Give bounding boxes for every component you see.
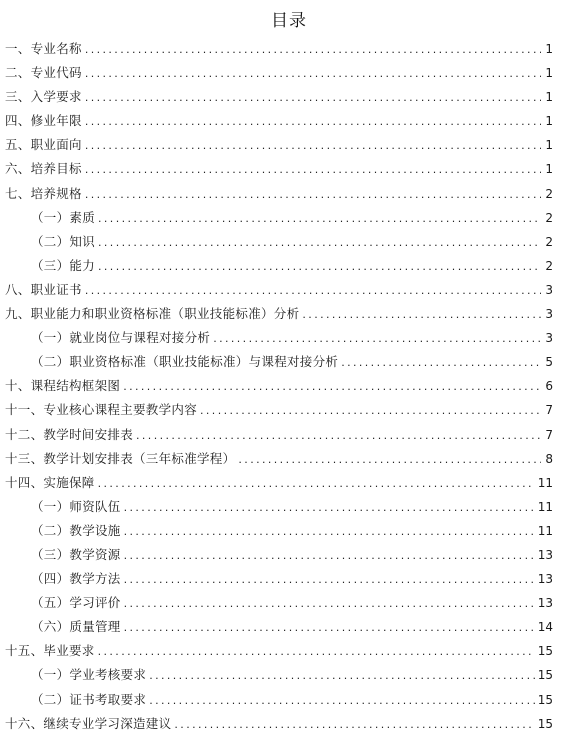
toc-page-number: 1 [545,138,553,153]
toc-page-number: 13 [537,596,553,611]
toc-dot-leader [85,86,541,110]
toc-entry-title: 十四、实施保障 [5,474,95,490]
toc-entry-title: （三）能力 [31,257,96,273]
toc-dot-leader [98,472,535,496]
toc-section-entry[interactable] [5,688,553,712]
toc-page-number: 2 [545,210,553,225]
toc-page-number: 13 [537,572,553,587]
toc-entry-title: （二）知识 [31,233,96,249]
toc-chapter-entry[interactable] [5,278,553,302]
toc-page-number: 8 [545,451,553,466]
toc-dot-leader [85,110,541,134]
toc-entry-title: （一）就业岗位与课程对接分析 [31,330,211,346]
toc-chapter-entry[interactable] [5,398,553,422]
toc-chapter-entry[interactable] [5,423,553,447]
toc-dot-leader [98,231,541,255]
toc-chapter-entry[interactable] [5,109,553,133]
toc-entry-title: （六）质量管理 [31,619,121,635]
toc-dot-leader [341,351,541,375]
toc-entry-title: 十三、教学计划安排表（三年标准学程） [5,450,236,466]
toc-page-number: 5 [545,355,553,370]
toc-chapter-entry[interactable] [5,374,553,398]
table-of-contents [5,37,553,736]
toc-dot-leader [85,158,541,182]
toc-dot-leader [85,279,541,303]
toc-section-entry[interactable] [5,591,553,615]
toc-page-number: 2 [545,258,553,273]
toc-dot-leader [124,592,535,616]
toc-page-number: 1 [545,42,553,56]
toc-chapter-entry[interactable] [5,85,553,109]
toc-section-entry[interactable] [5,663,553,687]
toc-section-entry[interactable] [5,519,553,543]
toc-section-entry[interactable] [5,350,553,374]
toc-dot-leader [238,448,541,472]
toc-dot-leader [85,183,541,207]
toc-dot-leader [124,616,535,640]
toc-page-number: 15 [537,692,553,707]
toc-section-entry[interactable] [5,206,553,230]
toc-dot-leader [302,303,541,327]
toc-dot-leader [123,375,541,399]
toc-page-number: 7 [545,403,553,418]
toc-entry-title: 六、培养目标 [5,161,82,177]
page-title: 目录 [271,11,307,31]
toc-page-number: 1 [545,114,553,129]
toc-page-number: 2 [545,186,553,201]
toc-page-number: 1 [545,90,553,105]
toc-entry-title: 五、职业面向 [5,137,82,153]
toc-dot-leader [98,640,535,664]
toc-page-number: 15 [537,644,553,659]
toc-dot-leader [213,327,541,351]
toc-dot-leader [124,568,535,592]
toc-entry-title: （一）素质 [31,209,96,225]
toc-entry-title: 八、职业证书 [5,281,82,297]
toc-page-number: 11 [537,499,553,514]
toc-page-number: 13 [537,547,553,562]
toc-dot-leader [124,544,535,568]
toc-chapter-entry[interactable] [5,712,553,736]
toc-chapter-entry[interactable] [5,133,553,157]
toc-page-number: 2 [545,234,553,249]
toc-section-entry[interactable] [5,326,553,350]
toc-entry-title: 十一、专业核心课程主要教学内容 [5,402,198,418]
toc-page-number: 3 [545,307,553,322]
toc-entry-title: （一）学业考核要求 [31,667,147,683]
toc-page-number: 11 [537,475,553,490]
toc-entry-title: （五）学习评价 [31,595,121,611]
toc-entry-title: 十、课程结构框架图 [5,378,121,394]
toc-page-number: 6 [545,379,553,394]
toc-dot-leader [85,38,541,62]
toc-dot-leader [85,62,541,86]
toc-page-number: 11 [537,523,553,538]
toc-entry-title: 三、入学要求 [5,89,82,105]
toc-dot-leader [136,424,541,448]
toc-page-number: 1 [545,66,553,81]
toc-dot-leader [124,496,535,520]
toc-chapter-entry[interactable] [5,639,553,663]
toc-entry-title: 九、职业能力和职业资格标准（职业技能标准）分析 [5,306,300,322]
toc-chapter-entry[interactable] [5,302,553,326]
toc-dot-leader [149,689,535,713]
toc-entry-title: 一、专业名称 [5,41,82,56]
toc-entry-title: 十六、继续专业学习深造建议 [5,715,172,731]
toc-chapter-entry[interactable] [5,471,553,495]
toc-entry-title: 四、修业年限 [5,113,82,129]
toc-entry-title: 十二、教学时间安排表 [5,426,134,442]
toc-page-number: 15 [537,668,553,683]
toc-chapter-entry[interactable] [5,182,553,206]
toc-section-entry[interactable] [5,230,553,254]
toc-entry-title: 二、专业代码 [5,65,82,81]
toc-page-number: 15 [537,716,553,731]
toc-page-number: 7 [545,427,553,442]
toc-section-entry[interactable] [5,254,553,278]
toc-entry-title: （一）师资队伍 [31,498,121,514]
toc-entry-title: （二）职业资格标准（职业技能标准）与课程对接分析 [31,354,339,370]
toc-dot-leader [98,207,541,231]
toc-entry-title: （二）教学设施 [31,522,121,538]
toc-dot-leader [98,255,541,279]
toc-page-number: 3 [545,331,553,346]
toc-entry-title: （四）教学方法 [31,571,121,587]
toc-dot-leader [85,134,541,158]
toc-chapter-entry[interactable] [5,157,553,181]
toc-section-entry[interactable] [5,615,553,639]
toc-page-number: 1 [545,162,553,177]
toc-section-entry[interactable] [5,495,553,519]
toc-entry-title: （二）证书考取要求 [31,691,147,707]
toc-section-entry[interactable] [5,543,553,567]
toc-dot-leader [174,713,534,737]
toc-dot-leader [149,664,535,688]
toc-dot-leader [200,399,541,423]
toc-page-number: 14 [537,620,553,635]
toc-entry-title: 十五、毕业要求 [5,643,95,659]
toc-chapter-entry[interactable] [5,61,553,85]
toc-entry-title: 七、培养规格 [5,185,82,201]
toc-entry-title: （三）教学资源 [31,546,121,562]
toc-chapter-entry[interactable] [5,37,553,61]
toc-page-number: 3 [545,282,553,297]
toc-chapter-entry[interactable] [5,447,553,471]
toc-section-entry[interactable] [5,567,553,591]
toc-dot-leader [124,520,535,544]
